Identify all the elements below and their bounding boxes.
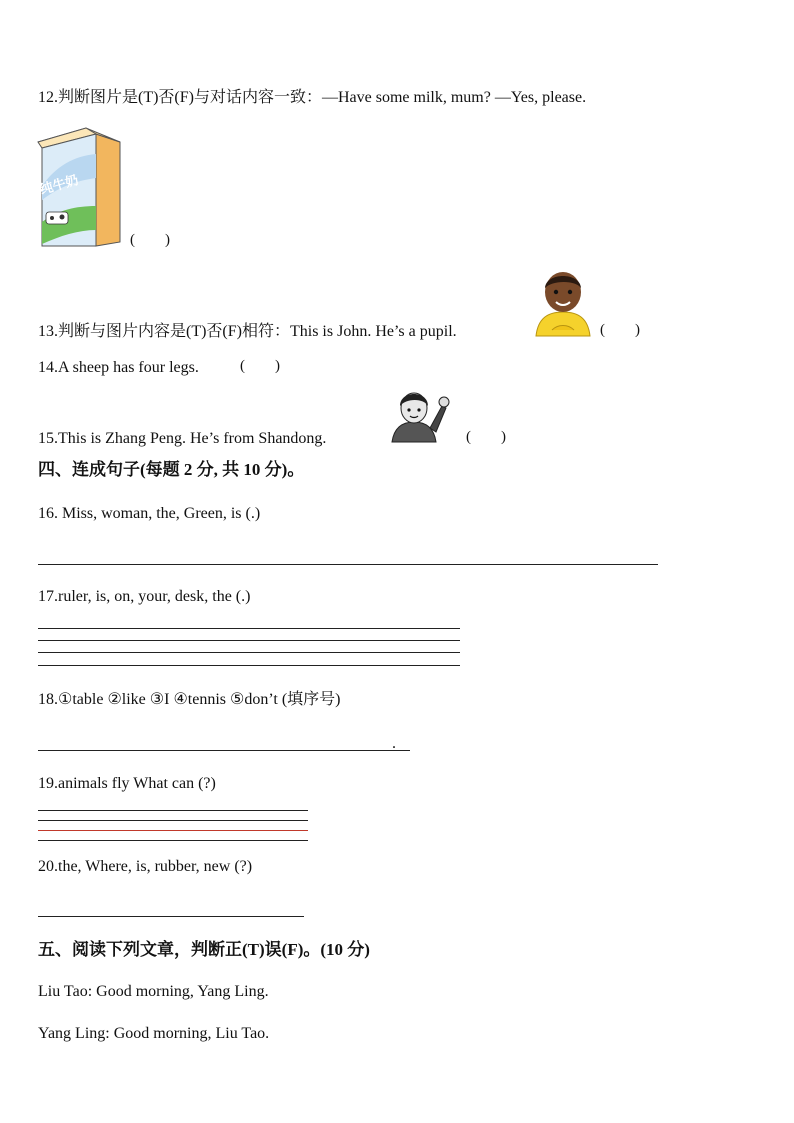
boy-john-image <box>532 266 594 345</box>
answer-line-17-1[interactable] <box>38 628 460 629</box>
answer-line-16[interactable] <box>38 564 658 565</box>
answer-line-19-1[interactable] <box>38 810 308 811</box>
question-15-text: 15.This is Zhang Peng. He’s from Shandong. <box>38 430 327 447</box>
answer-blank-15[interactable]: ( ) <box>466 429 506 445</box>
question-19-text: 19.animals fly What can (?) <box>38 775 216 792</box>
boy-zhang-peng-image <box>388 388 454 449</box>
question-14-text: 14.A sheep has four legs. <box>38 359 199 376</box>
answer-line-17-3[interactable] <box>38 652 460 653</box>
question-20-text: 20.the, Where, is, rubber, new (?) <box>38 858 253 875</box>
answer-blank-14[interactable]: ( ) <box>240 358 280 374</box>
section-4-title: 四、连成句子(每题 2 分, 共 10 分)。 <box>38 460 305 479</box>
section-5-title: 五、阅读下列文章，判断正(T)误(F)。(10 分) <box>38 940 370 959</box>
milk-carton-label: 纯牛奶 <box>38 172 81 199</box>
answer-blank-12[interactable]: ( ) <box>130 232 170 248</box>
answer-blank-13[interactable]: ( ) <box>600 322 640 338</box>
answer-line-19-4[interactable] <box>38 840 308 841</box>
answer-line-20[interactable] <box>38 916 304 917</box>
question-16-text: 16. Miss, woman, the, Green, is (.) <box>38 505 261 522</box>
answer-line-17-2[interactable] <box>38 640 460 641</box>
answer-line-18[interactable] <box>38 750 410 751</box>
dialog-line-2: Yang Ling: Good morning, Liu Tao. <box>38 1025 270 1042</box>
answer-line-19-3[interactable] <box>38 830 308 831</box>
answer-line-19-2[interactable] <box>38 820 308 821</box>
answer-line-18-period: . <box>392 735 396 752</box>
dialog-line-1: Liu Tao: Good morning, Yang Ling. <box>38 983 269 1000</box>
question-17-text: 17.ruler, is, on, your, desk, the (.) <box>38 588 251 605</box>
question-13-text: 13.判断与图片内容是(T)否(F)相符：This is John. He’s a pupil. <box>38 323 457 340</box>
question-18-text: 18.①table ②like ③I ④tennis ⑤don’t (填序号) <box>38 691 341 708</box>
answer-line-17-4[interactable] <box>38 665 460 666</box>
question-12-text: 12.判断图片是(T)否(F)与对话内容一致：—Have some milk, mum? —Yes, please. <box>38 89 587 106</box>
